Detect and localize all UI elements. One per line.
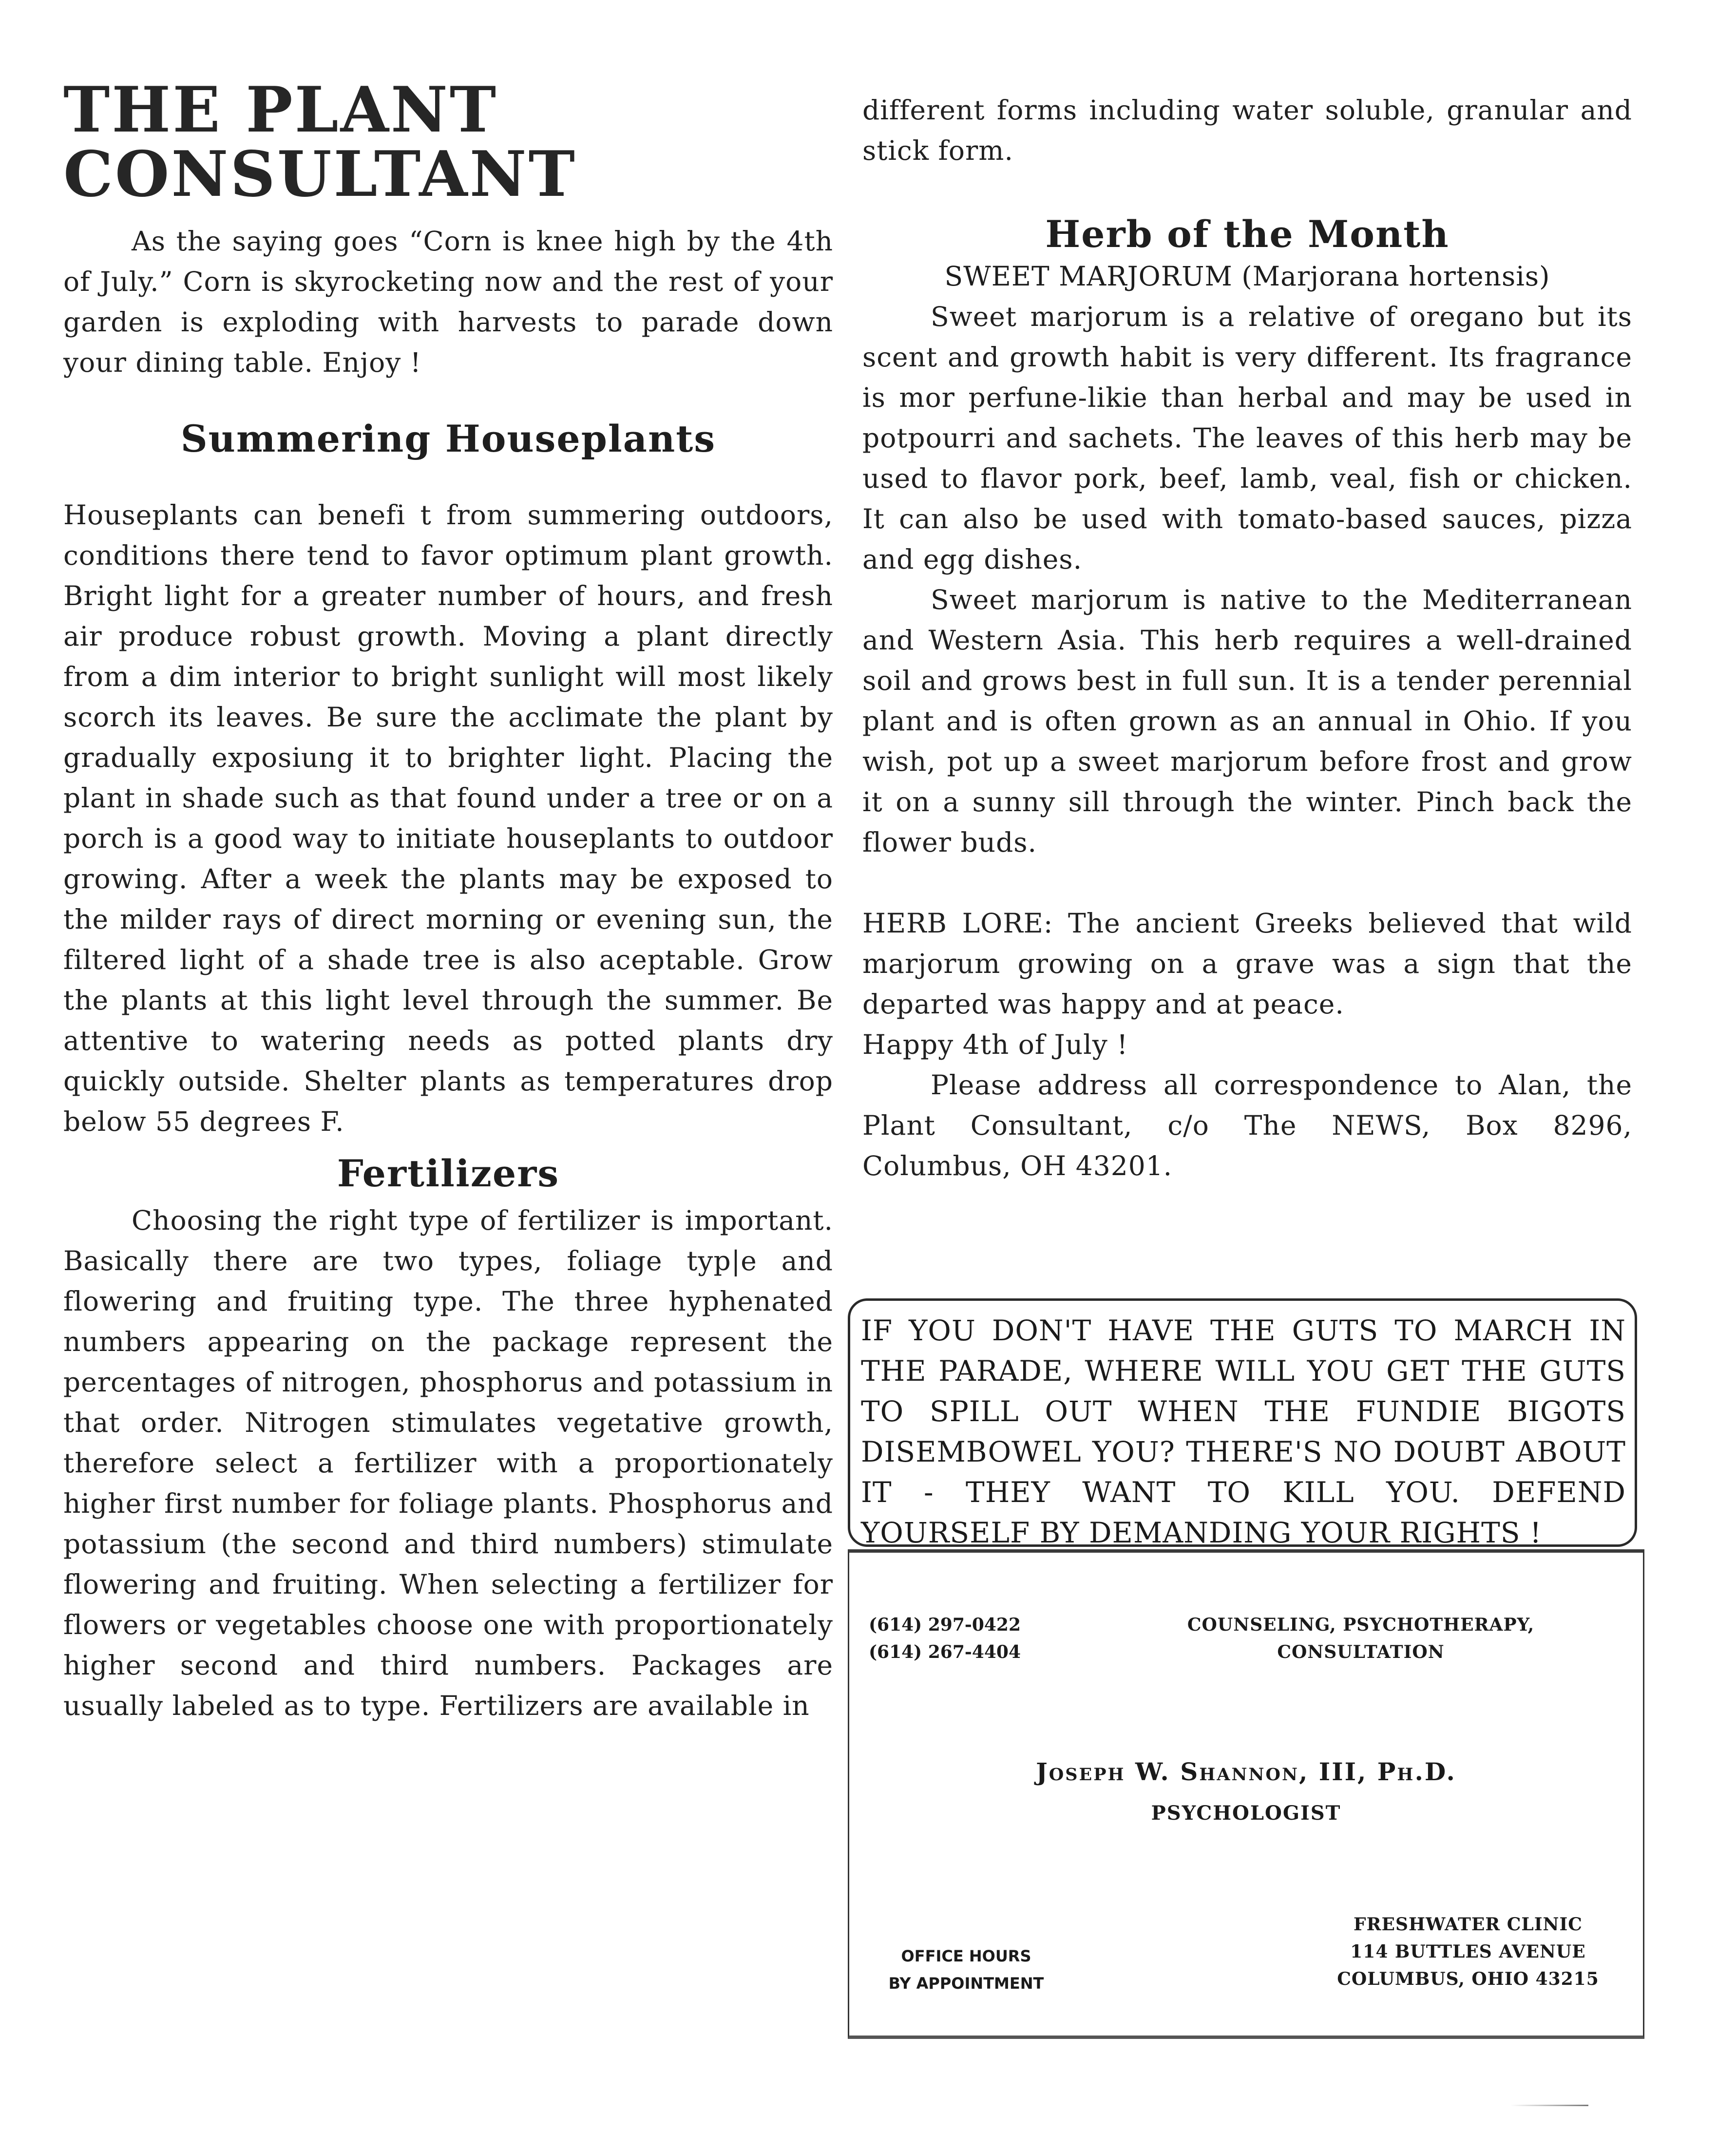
intro-paragraph: As the saying goes “Corn is knee high by the 4th of July.” Corn is skyrocketing now and the rest of your garden is exploding with harvests to parade down your dining table. Enjoy !: [63, 226, 833, 378]
herb-paragraph-2: Sweet marjorum is native to the Mediterranean and Western Asia. This herb requires a well-drained soil and grows best in full sun. It is a tender perennial plant and is often grown as an annual in Ohio. If you wish, pot up a sweet marjorum before frost and grow it on a sunny sill through the winter. Pinch back the flower buds.: [862, 584, 1632, 858]
masthead-line-1: THE PLANT: [63, 74, 498, 147]
fertilizers-heading: Fertilizers: [337, 1152, 560, 1195]
summering-paragraph: Houseplants can benefi t from summering outdoors, conditions there tend to favor optimum plant growth. Bright light for a greater number of hours, and fresh air produce robust growth. Moving a plant directly from a dim interior to bright sunlight will most likely scorch its leaves. Be sure the acclimate the plant by gradually exposiung it to brighter light. Placing the plant in shade such as that found under a tree or on a porch is a good way to initiate houseplants to outdoor growing. After a week the plants may be exposed to the milder rays of direct morning or evening sun, the filtered light of a shade tree is also aceptable. Grow the plants at this light level through the summer. Be attentive to watering needs as potted plants dry quickly outside. Shelter plants as temperatures drop below 55 degrees F.: [63, 499, 833, 1137]
clinic-city: COLUMBUS, OHIO 43215: [1337, 1969, 1599, 1989]
services-list: [1112, 1611, 1609, 1666]
left-column: [63, 74, 833, 1726]
advocacy-ad-text: IF YOU DON'T HAVE THE GUTS TO MARCH IN THE PARADE, WHERE WILL YOU GET THE GUTS TO SPILL OUT WHEN THE FUNDIE BIGOTS DISEMBOWEL YOU? THERE'S NO DOUBT ABOUT IT - THEY WANT TO KILL YOU. DEFEND YOURSELF BY DEMANDING YOUR RIGHTS !: [861, 1314, 1626, 1549]
herb-lore: HERB LORE: The ancient Greeks believed that wild marjorum growing on a grave was a sign that the departed was happy and at peace.: [862, 908, 1632, 1020]
business-card-ad: [848, 1549, 1644, 2039]
services-line-2: CONSULTATION: [1277, 1642, 1445, 1662]
herb-paragraph-1: Sweet marjorum is a relative of oregano but its scent and growth habit is very different. Its fragrance is mor perfune-likie than herbal and may be used in potpourri and sachets. The leaves of this herb may be used to flavor pork, beef, lamb, veal, fish or chicken. It can also be used with tomato-based sauces, pizza and egg dishes.: [862, 301, 1632, 575]
masthead-title: [63, 74, 833, 211]
masthead-line-2: CONSULTANT: [63, 138, 577, 211]
summering-heading: Summering Houseplants: [180, 417, 716, 460]
fertilizers-paragraph: Choosing the right type of fertilizer is important. Basically there are two types, foliage typ|e and flowering and fruiting type. The three hyphenated numbers appearing on the package represent the percentages of nitrogen, phosphorus and potassium in that order. Nitrogen stimulates vegetative growth, therefore select a fertilizer with a proportionately higher first number for foliage plants. Phosphorus and potassium (the second and third numbers) stimulate flowering and fruiting. When selecting a fertilizer for flowers or vegetables choose one with proportionately higher second and third numbers. Packages are usually labeled as to type. Fertilizers are available in: [63, 1205, 833, 1721]
advocacy-ad-box: [848, 1298, 1637, 1547]
holiday-greeting: Happy 4th of July !: [862, 1029, 1128, 1060]
phone-number-1: (614) 297-0422: [869, 1615, 1021, 1635]
scan-artifact-line: [1510, 2105, 1588, 2106]
services-line-1: COUNSELING, PSYCHOTHERAPY,: [1187, 1615, 1535, 1635]
clinic-street: 114 BUTTLES AVENUE: [1350, 1941, 1586, 1962]
office-hours: [864, 1942, 1068, 1997]
office-hours-line-2: BY APPOINTMENT: [888, 1974, 1044, 1993]
phone-numbers: [869, 1611, 1021, 1666]
herb-subheading: SWEET MARJORUM (Marjorana hortensis): [944, 261, 1550, 292]
office-hours-line-1: OFFICE HOURS: [901, 1947, 1031, 1965]
clinic-address: [1317, 1911, 1619, 1993]
correspondence-note: Please address all correspondence to Alan, the Plant Consultant, c/o The NEWS, Box 8296, Columbus, OH 43201.: [862, 1069, 1632, 1181]
fertilizers-continued: different forms including water soluble, granular and stick form.: [862, 95, 1632, 166]
phone-number-2: (614) 267-4404: [869, 1642, 1021, 1662]
herb-of-month-heading: Herb of the Month: [1045, 212, 1450, 256]
clinic-name: FRESHWATER CLINIC: [1354, 1914, 1583, 1935]
right-column: [862, 90, 1632, 1186]
practitioner-name: Joseph W. Shannon, III, Ph.D.: [1036, 1757, 1456, 1786]
practitioner-title: PSYCHOLOGIST: [1151, 1802, 1341, 1825]
